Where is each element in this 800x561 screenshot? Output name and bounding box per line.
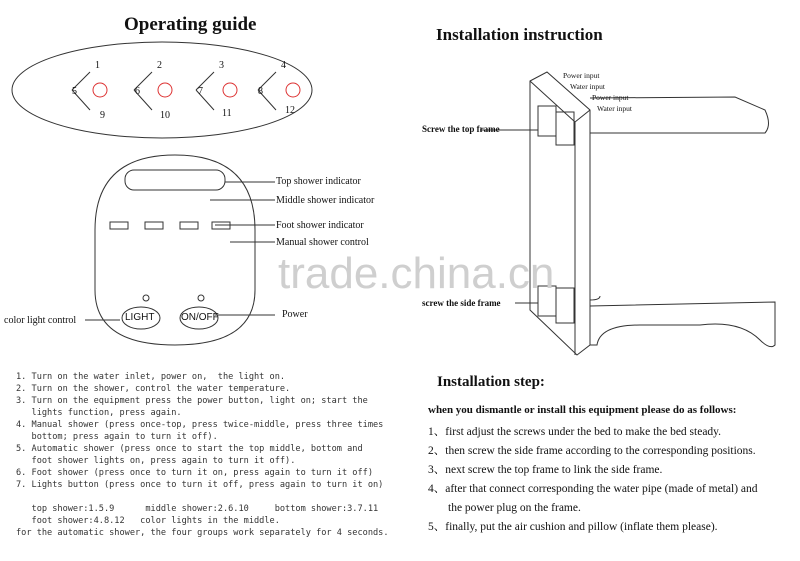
instruction-item: 3. Turn on the equipment press the power button, light on; start the lights function, press again. — [16, 396, 368, 418]
step-item: 4、after that connect corresponding the water pipe (made of metal) and — [428, 483, 758, 495]
top-shower-indicator-label: Top shower indicator — [276, 176, 361, 187]
number-label: 4 — [281, 60, 286, 71]
power-input-label: Power input — [592, 93, 629, 102]
number-label: 2 — [157, 60, 162, 71]
number-label: 11 — [222, 108, 232, 119]
water-input-label: Water input — [597, 104, 633, 113]
control-panel-outline — [95, 155, 255, 345]
installation-step-title: Installation step: — [437, 374, 545, 390]
shower-groups: top shower:1.5.9 middle shower:2.6.10 bottom shower:3.7.11 foot shower:4.8.12 color lights in the middle. — [31, 504, 379, 526]
instruction-item: 1. Turn on the water inlet, power on, the light on. — [16, 372, 286, 382]
number-label: 8 — [258, 86, 263, 97]
step-item: 5、finally, put the air cushion and pillow (inflate them please). — [428, 521, 718, 533]
installation-steps — [428, 423, 758, 537]
number-label: 10 — [160, 110, 170, 121]
power-label: Power — [282, 309, 308, 320]
screw-side-frame-label: screw the side frame — [422, 298, 501, 308]
instruction-item: 7. Lights button (press once to turn it off, press again to turn it on) — [16, 480, 384, 490]
manual-shower-control-label: Manual shower control — [276, 237, 369, 248]
instruction-item: 5. Automatic shower (press once to start the top middle, bottom and foot shower lights on, press again to turn it off). — [16, 444, 363, 466]
foot-shower-indicator-label: Foot shower indicator — [276, 220, 364, 231]
number-label: 5 — [72, 86, 77, 97]
step-item: 2、then screw the side frame according to the corresponding positions. — [428, 445, 756, 457]
number-label: 3 — [219, 60, 224, 71]
number-label: 1 — [95, 60, 100, 71]
number-label: 6 — [135, 86, 140, 97]
button-groups — [72, 72, 300, 110]
number-label: 12 — [285, 105, 295, 116]
operating-guide-title: Operating guide — [124, 14, 257, 35]
watermark: trade.china.cn — [278, 249, 555, 298]
water-input-label: Water input — [570, 82, 606, 91]
installation-intro: when you dismantle or install this equipment please do as follows: — [428, 404, 737, 416]
instruction-item: 6. Foot shower (press once to turn it on, press again to turn it off) — [16, 468, 373, 478]
step-item: the power plug on the frame. — [448, 502, 581, 514]
on-off-button[interactable]: ON/OFF — [181, 312, 219, 323]
instruction-item: 4. Manual shower (press once-top, press twice-middle, press three times bottom; press again to turn it off). — [16, 420, 384, 442]
shower-buttons-ellipse — [12, 42, 312, 138]
middle-shower-indicator-label: Middle shower indicator — [276, 195, 375, 206]
number-label: 7 — [198, 86, 203, 97]
step-item: 3、next screw the top frame to link the side frame. — [428, 464, 663, 476]
automatic-note: for the automatic shower, the four groups work separately for 4 seconds. — [16, 528, 389, 538]
instructions-list — [16, 371, 389, 539]
light-button[interactable]: LIGHT — [125, 312, 155, 323]
power-input-label: Power input — [563, 71, 600, 80]
step-item: 1、first adjust the screws under the bed to make the bed steady. — [428, 426, 722, 438]
screw-top-frame-label: Screw the top frame — [422, 124, 500, 134]
number-label: 9 — [100, 110, 105, 121]
instruction-item: 2. Turn on the shower, control the water temperature. — [16, 384, 291, 394]
installation-instruction-title: Installation instruction — [436, 25, 603, 44]
color-light-control-label: color light control — [4, 315, 77, 326]
